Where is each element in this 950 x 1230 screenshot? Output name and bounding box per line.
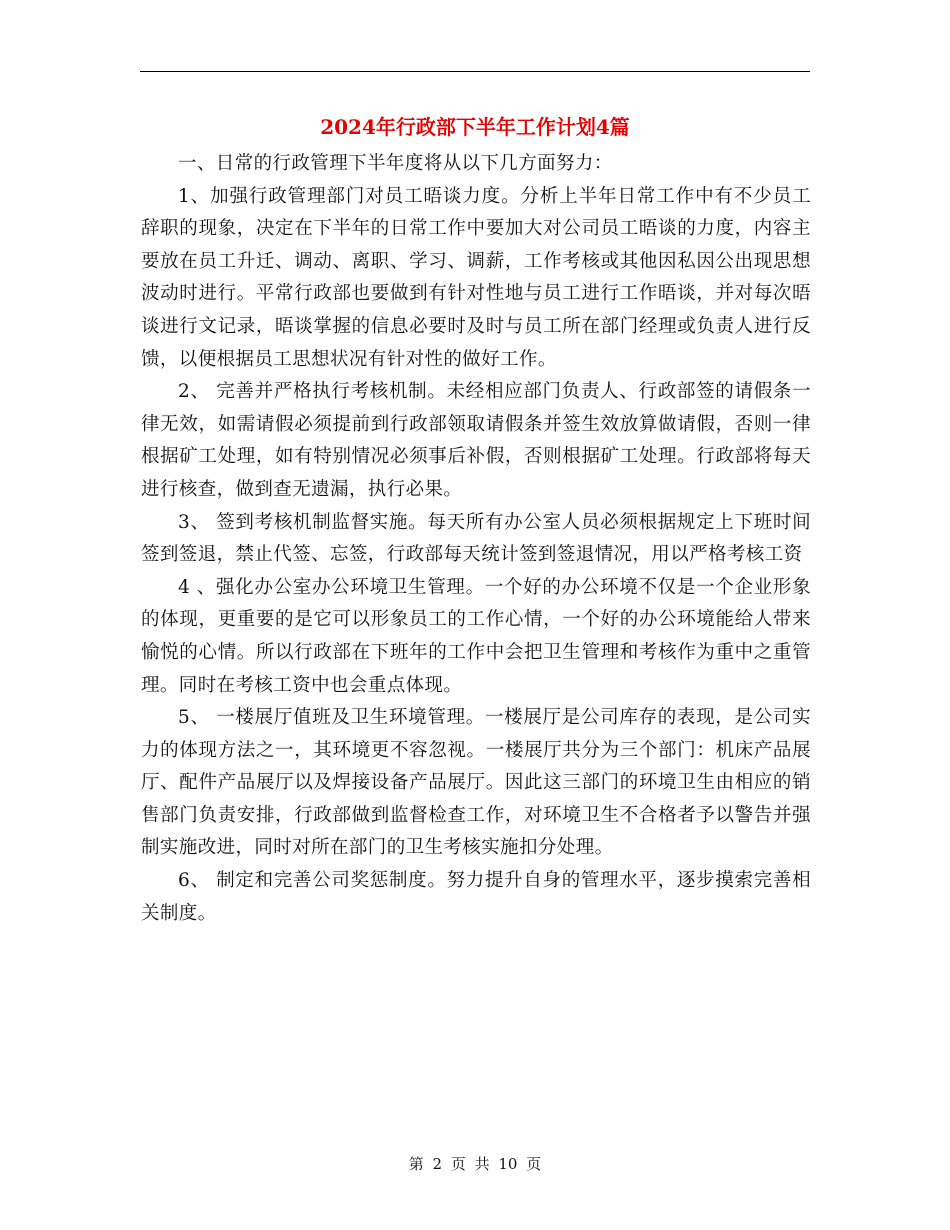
document-body — [141, 148, 811, 930]
paragraph-intro: 一、日常的行政管理下半年度将从以下几方面努力： — [178, 153, 613, 174]
document-title: 2024年行政部下半年工作计划4篇 — [320, 115, 630, 139]
paragraph-item-4: 4 、强化办公室办公环境卫生管理。一个好的办公环境不仅是一个企业形象的体现，更重要的是它可以形象员工的工作心情，一个好的办公环境能给人带来愉悦的心情。所以行政部在下班年的工作中会把卫生管理和考核作为重中之重管理。同时在考核工资中也会重点体现。 — [141, 576, 811, 696]
paragraph-item-2: 2、 完善并严格执行考核机制。未经相应部门负责人、行政部签的请假条一律无效，如需请假必须提前到行政部领取请假条并签生效放算做请假，否则一律根据矿工处理，如有特别情况必须事后补假，否则根据矿工处理。行政部将每天进行核查，做到查无遗漏，执行必果。 — [141, 381, 811, 500]
paragraph-item-1: 1、加强行政管理部门对员工晤谈力度。分析上半年日常工作中有不少员工辞职的现象，决定在下半年的日常工作中要加大对公司员工晤谈的力度，内容主要放在员工升迁、调动、离职、学习、调薪，工作考核或其他因私因公出现思想波动时进行。平常行政部也要做到有针对性地与员工进行工作晤谈，并对每次晤谈进行文记录，晤谈掌握的信息必要时及时与员工所在部门经理或负责人进行反馈，以便根据员工思想状况有针对性的做好工作。 — [141, 185, 811, 370]
paragraph-item-6: 6、 制定和完善公司奖惩制度。努力提升自身的管理水平，逐步摸索完善相关制度。 — [141, 870, 811, 924]
header-rule — [140, 71, 810, 72]
paragraph-item-5: 5、 一楼展厅值班及卫生环境管理。一楼展厅是公司库存的表现，是公司实力的体现方法之一，其环境更不容忽视。一楼展厅共分为三个部门：机床产品展厅、配件产品展厅以及焊接设备产品展厅。因此这三部门的环境卫生由相应的销售部门负责安排，行政部做到监督检查工作，对环境卫生不合格者予以警告并强制实施改进，同时对所在部门的卫生考核实施扣分处理。 — [141, 707, 811, 859]
page-number-footer: 第 2 页 共 10 页 — [408, 1155, 542, 1173]
paragraph-item-3: 3、 签到考核机制监督实施。每天所有办公室人员必须根据规定上下班时间签到签退，禁止代签、忘签，行政部每天统计签到签退情况，用以严格考核工资 — [141, 511, 811, 566]
